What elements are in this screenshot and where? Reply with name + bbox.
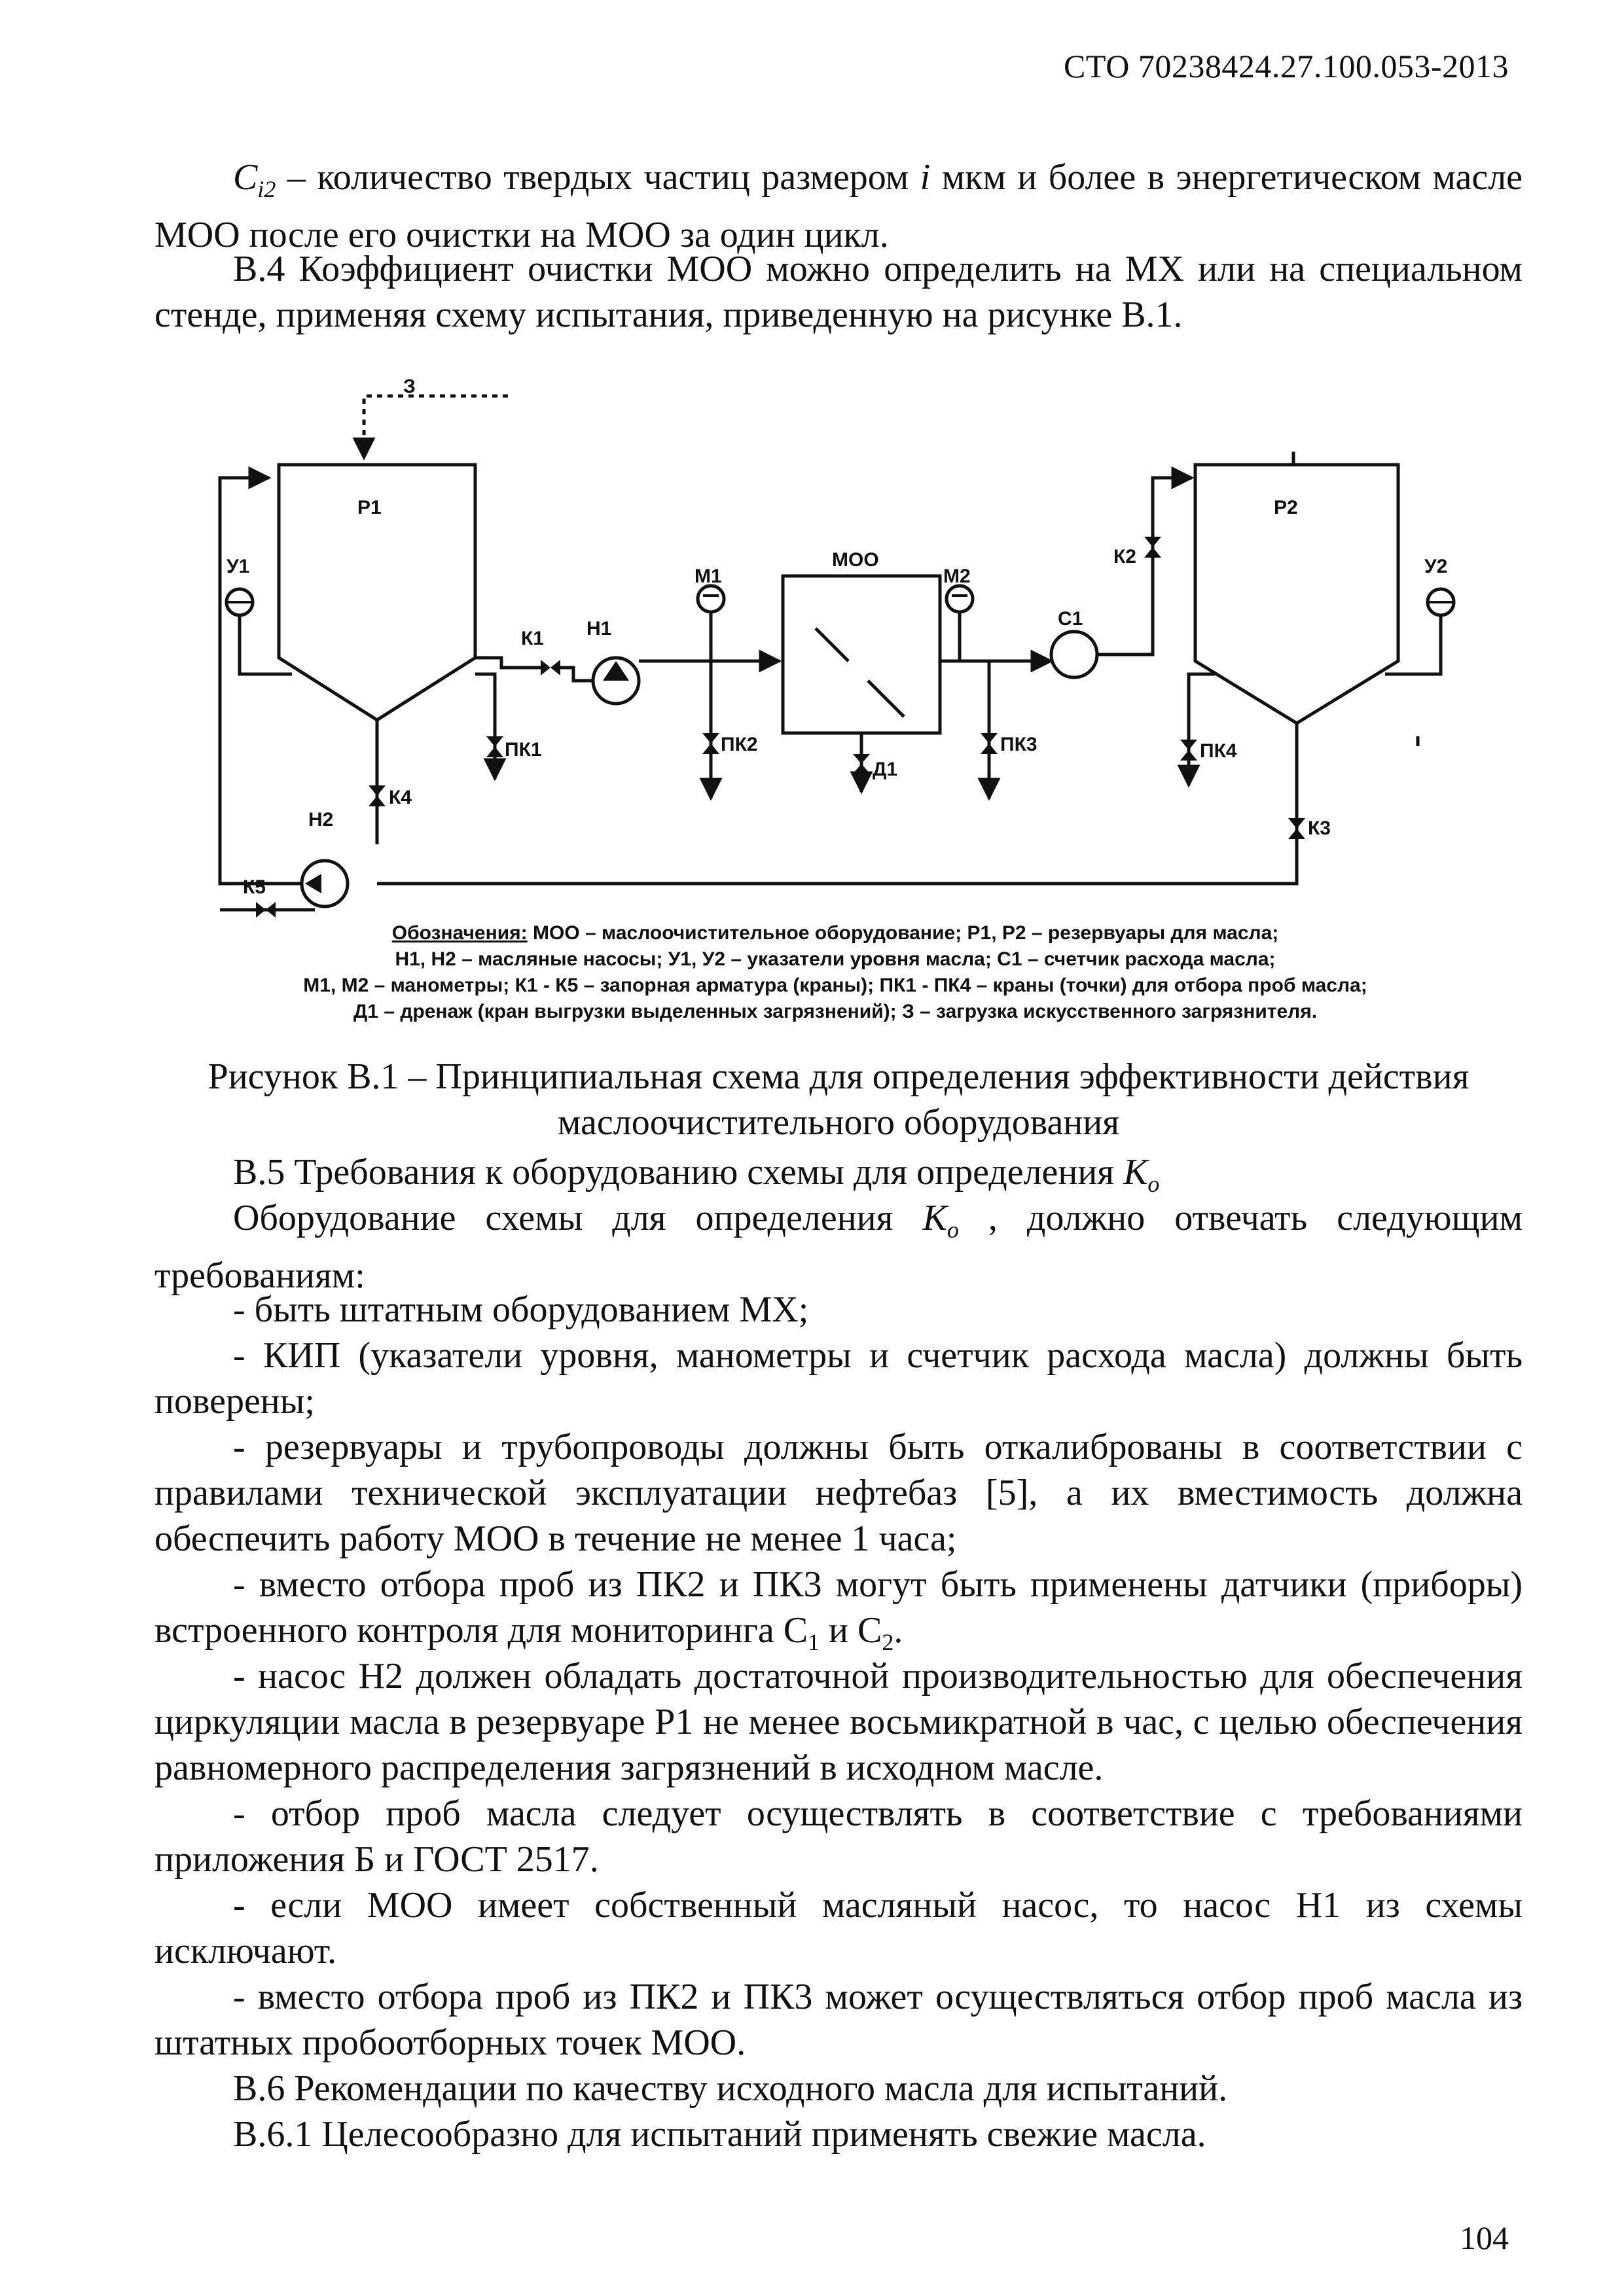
label-pk3: ПК3 [1000, 734, 1038, 755]
valve-pk3-icon [981, 733, 998, 754]
list-item-6: - отбор проб масла следует осуществлять в соответствие с требованиями приложения Б и ГОСТ 2517. [154, 1793, 1523, 1880]
list-item-5: - насос Н2 должен обладать достаточной производительностью для обеспечения циркуляции масла в резервуаре Р1 не менее восьмикратной в час, с целью обеспечения равномерного распределения загрязнений в исходном масле. [154, 1656, 1523, 1788]
legend-title: Обозначения: [391, 922, 528, 944]
meter-c1-icon [1051, 632, 1097, 677]
list-item-8: - вместо отбора проб из ПК2 и ПК3 может осуществляться отбор проб масла из штатных пробоотборных точек МОО. [154, 1977, 1523, 2063]
legend-line-4: Д1 – дренаж (кран выгрузки выделенных загрязнений); З – загрузка искусственного загрязнителя. [353, 1001, 1318, 1022]
valve-pk2-icon [702, 733, 719, 754]
valve-k2-icon [1144, 537, 1161, 558]
moo-box [783, 576, 940, 733]
label-d1: Д1 [873, 759, 898, 780]
moo-diagonal-2 [868, 681, 904, 717]
list-item-7: - если МОО имеет собственный масляный насос, то насос Н1 из схемы исключают. [154, 1885, 1523, 1971]
label-m2: М2 [943, 565, 971, 587]
label-c1: С1 [1058, 608, 1083, 630]
label-pk2: ПК2 [721, 734, 758, 755]
legend-line-3: М1, М2 – манометры; К1 - К5 – запорная арматура (краны); ПК1 - ПК4 – краны (точки) для отбора проб масла; [303, 975, 1367, 996]
label-p2: Р2 [1274, 497, 1298, 518]
valve-k1-icon [541, 660, 560, 675]
legend-line-2: Н1, Н2 – масляные насосы; У1, У2 – указатели уровня масла; С1 – счетчик расхода масла; [395, 948, 1276, 970]
label-moo: МОО [832, 549, 879, 571]
paragraph-ci2: $C_{i2}$ – количество твердых частиц размером i мкм и более в энергетическом масле МОО после его очистки на МОО за один цикл. [154, 157, 1523, 256]
load-line [364, 396, 508, 458]
symbol-ci2: $C_{i2}$ [233, 157, 276, 203]
paragraph-equipment: Оборудование схемы для определения $K_o$ , должно отвечать следующим требованиям: [154, 1198, 1523, 1297]
valve-k3-icon [1288, 818, 1305, 839]
label-k2: К2 [1113, 546, 1136, 567]
gauge-m1-icon [698, 586, 724, 612]
document-number: СТО 70238424.27.100.053-2013 [1064, 48, 1509, 84]
label-pk4: ПК4 [1200, 740, 1237, 762]
label-k1: К1 [521, 628, 544, 649]
label-u1: У1 [226, 556, 250, 577]
list-item-3: - резервуары и трубопроводы должны быть откалиброваны в соответствии с правилами технической эксплуатации нефтебаз [5], а их вместимость должна обеспечить работу МОО в течение не менее 1 часа; [154, 1427, 1523, 1559]
valve-d1-icon [853, 754, 870, 774]
label-n1: Н1 [586, 618, 612, 639]
label-k3: К3 [1308, 817, 1331, 839]
page-number: 104 [1460, 2219, 1509, 2256]
level-u1-line [240, 615, 292, 674]
list-item-4: - вместо отбора проб из ПК2 и ПК3 могут быть применены датчики (приборы) встроенного контроля для мониторинга $С_1$ и $С_2$. [154, 1564, 1523, 1656]
gauge-m2-icon [947, 586, 973, 612]
label-z: З [403, 376, 416, 397]
pipe-k1-n1 [560, 668, 593, 681]
valve-k4-icon [369, 785, 386, 806]
label-k5: К5 [243, 876, 266, 898]
list-item-2: - КИП (указатели уровня, манометры и счетчик расхода масла) должны быть поверены; [154, 1335, 1523, 1422]
valve-k5-icon [256, 902, 276, 918]
label-k4: К4 [389, 787, 412, 808]
paragraph-b5: В.5 Требования к оборудованию схемы для определения $K_o$ [233, 1152, 1160, 1198]
label-pk1: ПК1 [505, 739, 542, 761]
label-n2: Н2 [308, 809, 334, 831]
symbol-ko-2: $K_o$ [922, 1198, 959, 1244]
valve-pk1-icon [486, 736, 503, 757]
moo-diagonal [816, 628, 848, 661]
figure-caption: Рисунок В.1 – Принципиальная схема для определения эффективности действия маслоочистительного оборудования [208, 1056, 1470, 1143]
symbol-ko: $K_o$ [1123, 1152, 1160, 1198]
label-u2: У2 [1424, 556, 1448, 577]
label-m1: М1 [695, 565, 722, 587]
sample-pk4-line [1189, 674, 1215, 785]
paragraph-b6: В.6 Рекомендации по качеству исходного масла для испытаний. [233, 2068, 1228, 2109]
pipe-c1-p2 [1097, 478, 1192, 655]
paragraph-b4: В.4 Коэффициент очистки МОО можно определить на МХ или на специальном стенде, применяя схему испытания, приведенную на рисунке В.1. [154, 249, 1523, 335]
sample-pk1-line [475, 674, 495, 779]
legend-line-1: Обозначения: МОО – маслоочистительное оборудование; Р1, Р2 – резервуары для масла; [391, 922, 1279, 944]
pipe-p1-out [475, 658, 541, 668]
figure-legend [194, 920, 1477, 1025]
label-p1: Р1 [357, 497, 382, 518]
list-item-1: - быть штатным оборудованием МХ; [233, 1289, 809, 1330]
paragraph-b61: В.6.1 Целесообразно для испытаний применять свежие масла. [233, 2114, 1206, 2155]
valve-pk4-icon [1180, 740, 1197, 761]
